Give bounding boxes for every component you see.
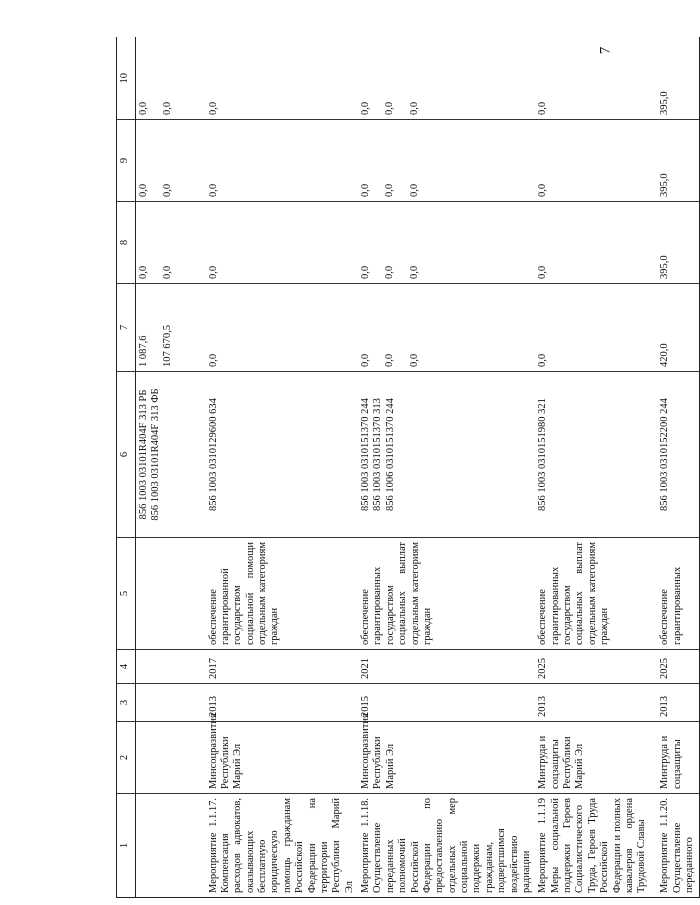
expected-result: обеспечение гарантированных государством социальных выплат отдельным категориям граждан <box>535 538 657 650</box>
header-col-4: 4 <box>117 650 136 684</box>
header-col-6: 6 <box>117 372 136 538</box>
value-col-10: 0,0 <box>535 38 657 120</box>
value-col-9: 395,0 <box>657 120 699 202</box>
end-year <box>136 650 206 684</box>
start-year <box>136 684 206 722</box>
measure-name: Мероприятие 1.1.18. Осуществление переданных полномочий Российской Федерации по предоставлению отдельных мер социальной поддержки гражданам, подвергшимся воздействию радиации <box>358 794 535 898</box>
value-col-7: 0,0 <box>206 284 359 372</box>
value-col-7: 1 087,6 107 670,5 <box>136 284 206 372</box>
end-year: 2021 <box>358 650 535 684</box>
header-col-3: 3 <box>117 684 136 722</box>
value-col-9: 0,0 0,0 <box>136 120 206 202</box>
table-row <box>206 38 359 898</box>
expected-result: обеспечение гарантированных государством социальных выплат отдельным категориям граждан <box>358 538 535 650</box>
value-col-8: 395,0 <box>657 202 699 284</box>
value-col-10: 0,0 0,0 0,0 <box>358 38 535 120</box>
executor <box>136 722 206 794</box>
start-year: 2015 <box>358 684 535 722</box>
value-col-7: 0,0 <box>535 284 657 372</box>
table-row <box>535 38 657 898</box>
expected-result <box>136 538 206 650</box>
value-col-7: 420,0 <box>657 284 699 372</box>
budget-table <box>116 38 700 899</box>
start-year: 2013 <box>657 684 699 722</box>
header-row <box>117 38 136 898</box>
budget-code: 856 1003 0310151980 321 <box>535 372 657 538</box>
page-number: 7 <box>596 46 613 55</box>
value-col-7: 0,0 0,0 0,0 <box>358 284 535 372</box>
header-col-7: 7 <box>117 284 136 372</box>
value-col-10: 395,0 <box>657 38 699 120</box>
budget-code: 856 1003 0310152200 244 <box>657 372 699 538</box>
value-col-8: 0,0 0,0 0,0 <box>358 202 535 284</box>
value-col-8: 0,0 <box>206 202 359 284</box>
table-row <box>358 38 535 898</box>
budget-code: 856 1003 0310151370 244 856 1003 0310151370 313 856 1006 0310151370 244 <box>358 372 535 538</box>
value-col-9: 0,0 <box>206 120 359 202</box>
header-col-9: 9 <box>117 120 136 202</box>
end-year: 2017 <box>206 650 359 684</box>
executor: Минсоцразвития Республики Марий Эл <box>358 722 535 794</box>
value-col-9: 0,0 <box>535 120 657 202</box>
header-col-10: 10 <box>117 38 136 120</box>
expected-result: обеспечение гарантированной государством социальной помощи отдельным категориям граждан <box>206 538 359 650</box>
value-col-10: 0,0 <box>206 38 359 120</box>
end-year: 2025 <box>657 650 699 684</box>
budget-code: 856 1003 0310129600 634 <box>206 372 359 538</box>
measure-name: Мероприятие 1.1.20. Осуществление переданного <box>657 794 699 898</box>
rotated-table-container <box>116 38 695 898</box>
measure-name <box>136 794 206 898</box>
expected-result: обеспечение гарантированных <box>657 538 699 650</box>
budget-code: 856 1003 03101R404F 313 РБ 856 1003 03101R404F 313 ФБ <box>136 372 206 538</box>
measure-name: Мероприятие 1.1.19 Меры социальной поддержки Героев Социалистического Труда, Героев Труда Российской Федерации и полных кавалеров ордена Трудовой Славы <box>535 794 657 898</box>
value-col-8: 0,0 0,0 <box>136 202 206 284</box>
end-year: 2025 <box>535 650 657 684</box>
measure-name: Мероприятие 1.1.17. Компенсация расходов адвокатов, оказывающих бесплатную юридическую помощь гражданам Российской Федерации на территории Республики Марий Эл <box>206 794 359 898</box>
value-col-8: 0,0 <box>535 202 657 284</box>
value-col-10: 0,0 0,0 <box>136 38 206 120</box>
value-col-9: 0,0 0,0 0,0 <box>358 120 535 202</box>
table-row <box>657 38 699 898</box>
header-col-5: 5 <box>117 538 136 650</box>
start-year: 2013 <box>206 684 359 722</box>
executor: Минтруда и соцзащиты Республики Марий Эл <box>535 722 657 794</box>
table-row <box>136 38 206 898</box>
executor: Минсоцразвития Республики Марий Эл <box>206 722 359 794</box>
header-col-1: 1 <box>117 794 136 898</box>
executor: Минтруда и соцзащиты <box>657 722 699 794</box>
header-col-8: 8 <box>117 202 136 284</box>
start-year: 2013 <box>535 684 657 722</box>
header-col-2: 2 <box>117 722 136 794</box>
